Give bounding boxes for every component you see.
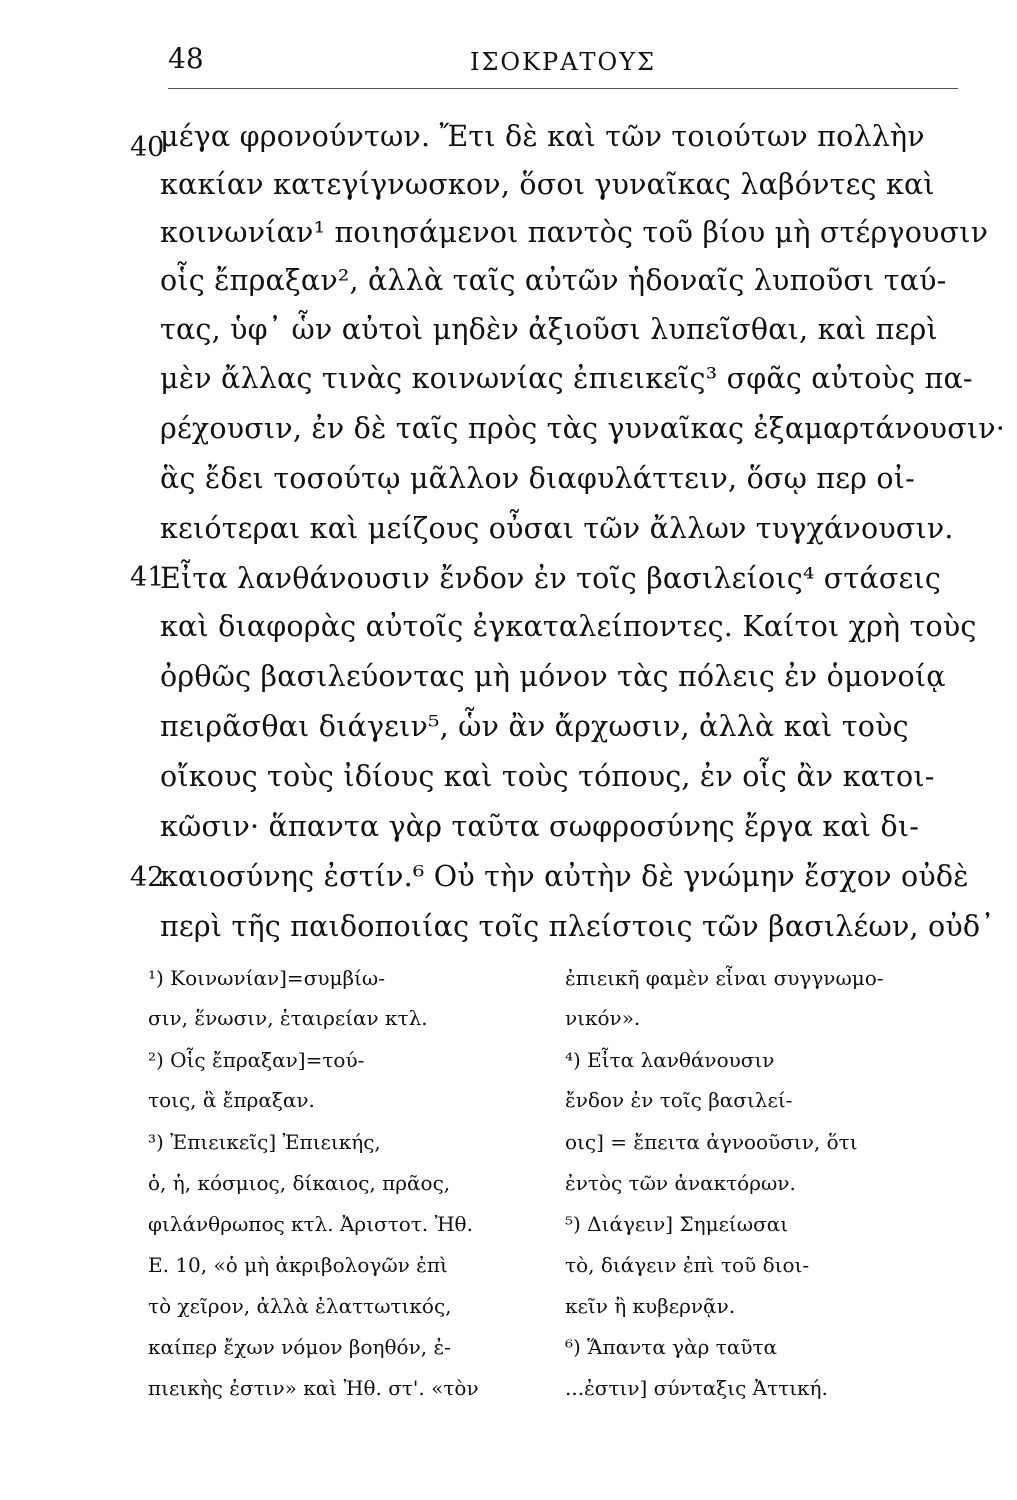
text-line: περὶ τῆς παιδοποιίας τοῖς πλείστοις τῶν βασιλέων, οὐδ᾽ bbox=[160, 910, 995, 943]
footnote-line: ὁ, ἡ, κόσμιος, δίκαιος, πρᾶος, bbox=[148, 1171, 451, 1195]
footnote-line: τὸ, διάγειν ἐπὶ τοῦ διοι- bbox=[565, 1253, 810, 1277]
footnote-line: ⁶) Ἅπαντα γὰρ ταῦτα bbox=[565, 1335, 778, 1359]
text-line: οἷς ἔπραξαν², ἀλλὰ ταῖς αὐτῶν ἡδοναῖς λυποῦσι ταύ- bbox=[160, 264, 947, 297]
page-header bbox=[168, 40, 958, 90]
footnote-line: ...ἐστιν] σύνταξις Ἀττική. bbox=[565, 1376, 828, 1400]
text-line: τας, ὑφ᾽ ὧν αὐτοὶ μηδὲν ἀξιοῦσι λυπεῖσθαι, καὶ περὶ bbox=[160, 313, 938, 346]
footnote-line: ἐπιεικῆ φαμὲν εἶναι συγγνωμο- bbox=[565, 966, 884, 990]
running-title: ΙΣΟΚΡΑΤΟΥΣ bbox=[469, 48, 657, 76]
footnote-line: ⁴) Εἶτα λανθάνουσιν bbox=[565, 1048, 775, 1072]
text-line: μὲν ἄλλας τινὰς κοινωνίας ἐπιεικεῖς³ σφᾶς αὐτοὺς πα- bbox=[160, 362, 973, 395]
footnote-line: ἔνδον ἐν τοῖς βασιλεί- bbox=[565, 1088, 793, 1112]
footnote-line: ¹) Κοινωνίαν]=συμβίω- bbox=[148, 966, 385, 990]
section-number: 42 bbox=[130, 862, 165, 893]
text-line: κακίαν κατεγίγνωσκον, ὅσοι γυναῖκας λαβόντες καὶ bbox=[160, 168, 935, 201]
footnote-line: τοις, ἃ ἔπραξαν. bbox=[148, 1088, 315, 1112]
text-line: κοινωνίαν¹ ποιησάμενοι παντὸς τοῦ βίου μὴ στέργουσιν bbox=[160, 216, 989, 249]
footnote-line: νικόν». bbox=[565, 1006, 641, 1030]
footnote-line: πιεικὴς ἐστιν» καὶ Ἠθ. στ'. «τὸν bbox=[148, 1376, 479, 1400]
text-line: ρέχουσιν, ἐν δὲ ταῖς πρὸς τὰς γυναῖκας ἐξαμαρτάνουσιν· bbox=[160, 412, 1006, 445]
page-number: 48 bbox=[168, 42, 204, 75]
text-line: ὀρθῶς βασιλεύοντας μὴ μόνον τὰς πόλεις ἐν ὁμονοίᾳ bbox=[160, 660, 946, 693]
section-number: 41 bbox=[130, 562, 165, 593]
footnote-line: καίπερ ἔχων νόμον βοηθόν, ἐ- bbox=[148, 1335, 451, 1359]
header-rule bbox=[168, 88, 958, 89]
footnote-line: φιλάνθρωπος κτλ. Ἀριστοτ. Ἠθ. bbox=[148, 1212, 473, 1236]
text-line: κειότεραι καὶ μείζους οὖσαι τῶν ἄλλων τυγχάνουσιν. bbox=[160, 512, 954, 545]
footnote-line: ἐντὸς τῶν ἀνακτόρων. bbox=[565, 1171, 796, 1195]
footnote-line: ²) Οἷς ἔπραξαν]=τού- bbox=[148, 1048, 365, 1072]
text-line: πειρᾶσθαι διάγειν⁵, ὧν ἂν ἄρχωσιν, ἀλλὰ καὶ τοὺς bbox=[160, 710, 909, 743]
footnote-line: τὸ χεῖρον, ἀλλὰ ἐλαττωτικός, bbox=[148, 1294, 452, 1318]
text-line: οἴκους τοὺς ἰδίους καὶ τοὺς τόπους, ἐν οἷς ἂν κατοι- bbox=[160, 760, 935, 793]
footnote-line: κεῖν ἢ κυβερνᾷν. bbox=[565, 1294, 736, 1318]
text-line: ἃς ἔδει τοσούτῳ μᾶλλον διαφυλάττειν, ὅσῳ περ οἰ- bbox=[160, 462, 915, 495]
footnote-line: ⁵) Διάγειν] Σημείωσαι bbox=[565, 1212, 789, 1236]
section-number: 40 bbox=[130, 132, 165, 163]
footnote-line: ³) Ἐπιεικεῖς] Ἐπιεικής, bbox=[148, 1130, 381, 1154]
text-line: μέγα φρονούντων. Ἔτι δὲ καὶ τῶν τοιούτων πολλὴν bbox=[160, 120, 925, 153]
text-line: καιοσύνης ἐστίν.⁶ Οὐ τὴν αὐτὴν δὲ γνώμην ἔσχον οὐδὲ bbox=[160, 860, 969, 893]
text-line: Εἶτα λανθάνουσιν ἔνδον ἐν τοῖς βασιλείοις⁴ στάσεις bbox=[160, 562, 941, 595]
text-line: καὶ διαφορὰς αὐτοῖς ἐγκαταλείποντες. Καίτοι χρὴ τοὺς bbox=[160, 610, 977, 643]
text-line: κῶσιν· ἅπαντα γὰρ ταῦτα σωφροσύνης ἔργα καὶ δι- bbox=[160, 810, 920, 843]
footnote-line: Ε. 10, «ὁ μὴ ἀκριβολογῶν ἐπὶ bbox=[148, 1253, 448, 1277]
footnote-line: οις] = ἔπειτα ἀγνοοῦσιν, ὅτι bbox=[565, 1130, 858, 1154]
footnote-line: σιν, ἕνωσιν, ἑταιρείαν κτλ. bbox=[148, 1006, 428, 1030]
